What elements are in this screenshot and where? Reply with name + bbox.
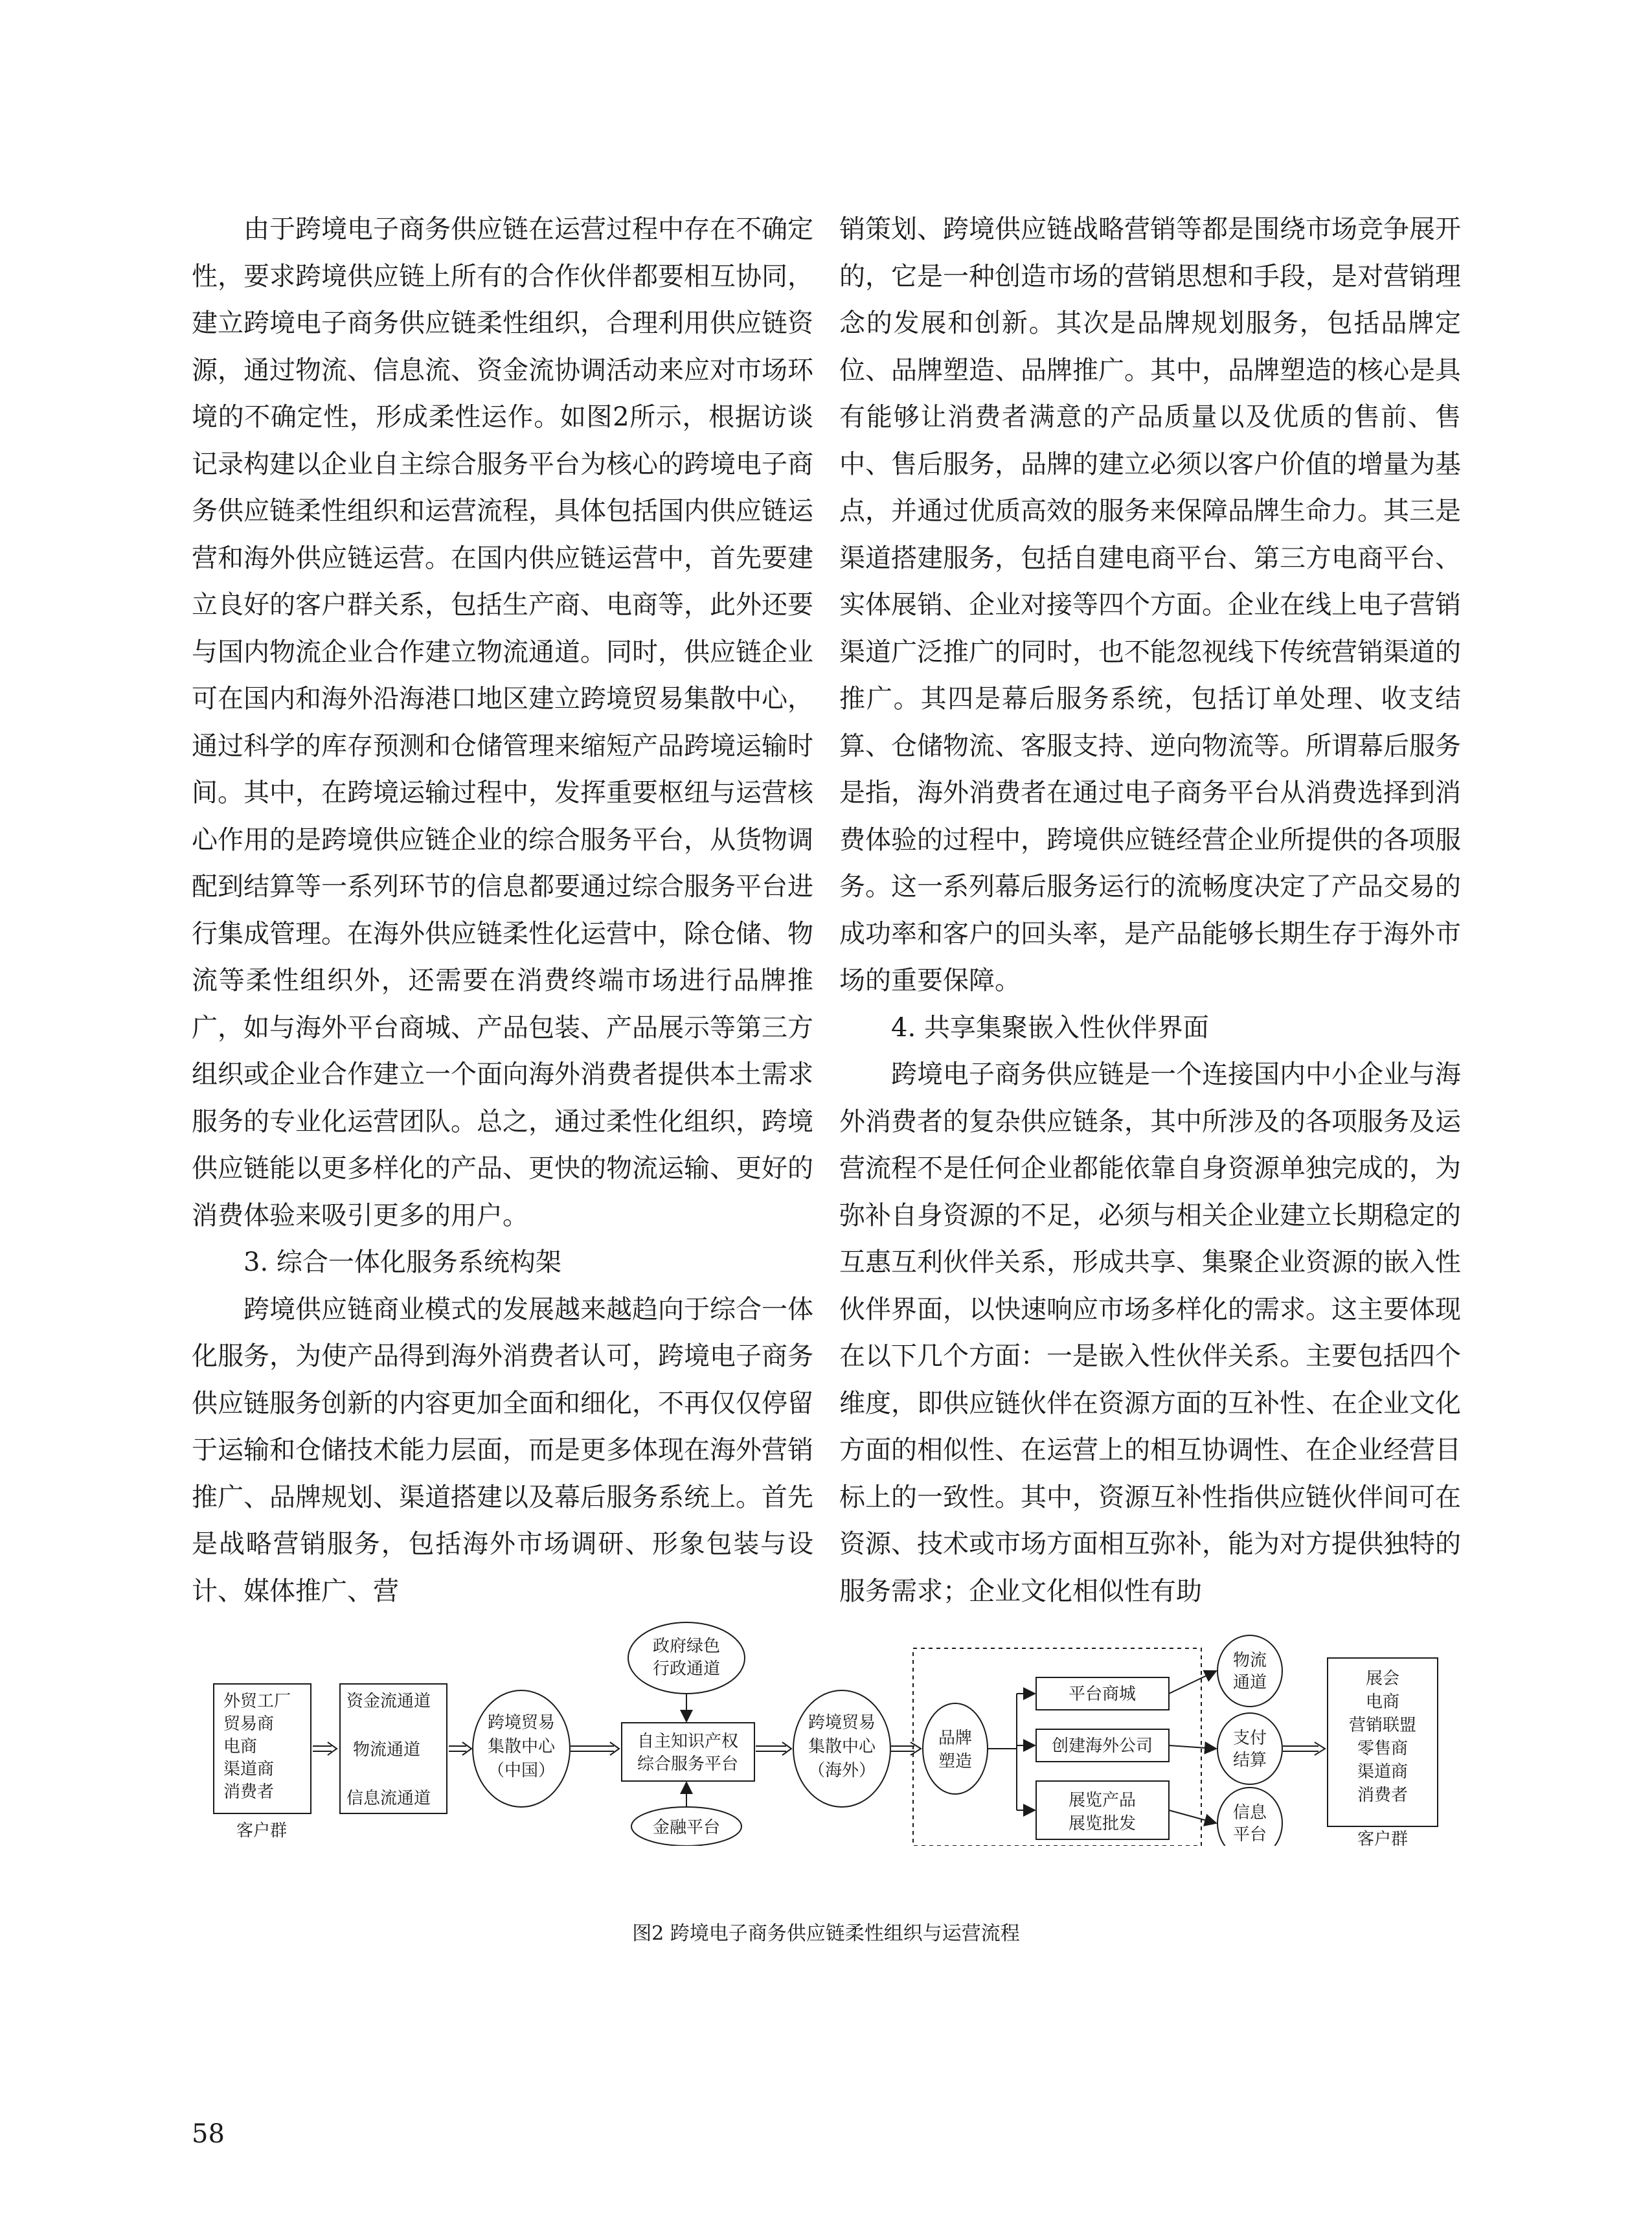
- expo-text: 展览产品: [1068, 1791, 1137, 1810]
- supply-chain-flow-diagram: [194, 1619, 1457, 1846]
- channel-item: 资金流通道: [346, 1692, 431, 1711]
- hub-overseas-text: 跨境贸易: [808, 1713, 876, 1732]
- gov-text: 行政通道: [652, 1659, 721, 1679]
- right-customer-label: 客户群: [1357, 1830, 1409, 1846]
- hub-overseas-text: 集散中心: [808, 1737, 876, 1756]
- logistics-node: [1217, 1635, 1282, 1707]
- gov-channel-node: [628, 1622, 745, 1694]
- right-customer-item: 电商: [1365, 1692, 1400, 1712]
- mall-text: 平台商城: [1068, 1685, 1137, 1704]
- info-text: 信息: [1232, 1803, 1267, 1823]
- right-customer-item: 展会: [1365, 1669, 1400, 1688]
- paragraph: 销策划、跨境供应链战略营销等都是围绕市场竞争展开的，它是一种创造市场的营销思想和手段，是对营销理念的发展和创新。其次是品牌规划服务，包括品牌定位、品牌塑造、品牌推广。其中，品牌塑造的核心是具有能够让消费者满意的产品质量以及优质的售前、售中、售后服务，品牌的建立必须以客户价值的增量为基点，并通过优质高效的服务来保障品牌生命力。其三是渠道搭建服务，包括自建电商平台、第三方电商平台、实体展销、企业对接等四个方面。企业在线上电子营销渠道广泛推广的同时，也不能忽视线下传统营销渠道的推广。其四是幕后服务系统，包括订单处理、收支结算、仓储物流、客服支持、逆向物流等。所谓幕后服务是指，海外消费者在通过电子商务平台从消费选择到消费体验的过程中，跨境供应链经营企业所提供的各项服务。这一系列幕后服务运行的流畅度决定了产品交易的成功率和客户的回头率，是产品能够长期生存于海外市场的重要保障。: [839, 214, 1461, 995]
- expo-text: 展览批发: [1068, 1814, 1137, 1834]
- payment-text: 结算: [1232, 1751, 1267, 1770]
- right-customer-item: 消费者: [1357, 1786, 1409, 1805]
- figure-caption: 图2 跨境电子商务供应链柔性组织与运营流程: [632, 1922, 1020, 1945]
- gov-text: 政府绿色: [652, 1637, 721, 1656]
- paragraph: 由于跨境电子商务供应链在运营过程中存在不确定性，要求跨境供应链上所有的合作伙伴都要相互协同，建立跨境电子商务供应链柔性组织，合理利用供应链资源，通过物流、信息流、资金流协调活动来应对市场环境的不确定性，形成柔性运作。如图2所示，根据访谈记录构建以企业自主综合服务平台为核心的跨境电子商务供应链柔性组织和运营流程，具体包括国内供应链运营和海外供应链运营。在国内供应链运营中，首先要建立良好的客户群关系，包括生产商、电商等，此外还要与国内物流企业合作建立物流通道。同时，供应链企业可在国内和海外沿海港口地区建立跨境贸易集散中心，通过科学的库存预测和仓储管理来缩短产品跨境运输时间。其中，在跨境运输过程中，发挥重要枢纽与运营核心作用的是跨境供应链企业的综合服务平台，从货物调配到结算等一系列环节的信息都要通过综合服务平台进行集成管理。在海外供应链柔性化运营中，除仓储、物流等柔性组织外，还需要在消费终端市场进行品牌推广，如与海外平台商城、产品包装、产品展示等第三方组织或企业合作建立一个面向海外消费者提供本土需求服务的专业化运营团队。总之，通过柔性化组织，跨境供应链能以更多样化的产品、更快的物流运输、更好的消费体验来吸引更多的用户。: [192, 214, 813, 1231]
- paragraph: 跨境供应链商业模式的发展越来越趋向于综合一体化服务，为使产品得到海外消费者认可，跨境电子商务供应链服务创新的内容更加全面和细化，不再仅仅停留于运输和仓储技术能力层面，而是更多体现在海外营销推广、品牌规划、渠道搭建以及幕后服务系统上。首先是战略营销服务，包括海外市场调研、形象包装与设计、媒体推广、营: [192, 1294, 813, 1606]
- platform-text: 自主知识产权: [637, 1732, 739, 1751]
- company-text: 创建海外公司: [1051, 1736, 1153, 1756]
- hub-china-text: 集散中心: [487, 1737, 556, 1756]
- right-customer-item: 营销联盟: [1348, 1716, 1417, 1735]
- left-customer-item: 电商: [223, 1737, 258, 1756]
- left-customer-item: 渠道商: [223, 1760, 275, 1779]
- brand-text: 塑造: [938, 1752, 973, 1771]
- section-heading: 3. 综合一体化服务系统构架: [243, 1247, 561, 1277]
- channel-item: 物流通道: [353, 1740, 421, 1760]
- left-text-column: [192, 206, 813, 1615]
- brand-node: [923, 1703, 988, 1794]
- hub-china-text: （中国）: [487, 1761, 556, 1780]
- section-heading: 4. 共享集聚嵌入性伙伴界面: [891, 1012, 1209, 1043]
- channel-item: 信息流通道: [346, 1789, 431, 1808]
- finance-text: 金融平台: [652, 1818, 721, 1837]
- info-text: 平台: [1232, 1825, 1267, 1845]
- payment-node: [1217, 1713, 1282, 1784]
- left-customer-label: 客户群: [236, 1821, 288, 1841]
- paragraph: 跨境电子商务供应链是一个连接国内中小企业与海外消费者的复杂供应链条，其中所涉及的各项服务及运营流程不是任何企业都能依靠自身资源单独完成的，为弥补自身资源的不足，必须与相关企业建立长期稳定的互惠互利伙伴关系，形成共享、集聚企业资源的嵌入性伙伴界面，以快速响应市场多样化的需求。这主要体现在以下几个方面：一是嵌入性伙伴关系。主要包括四个维度，即供应链伙伴在资源方面的互补性、在企业文化方面的相似性、在运营上的相互协调性、在企业经营目标上的一致性。其中，资源互补性指供应链伙伴间可在资源、技术或市场方面相互弥补，能为对方提供独特的服务需求；企业文化相似性有助: [839, 1060, 1461, 1606]
- page-number: 58: [192, 2119, 225, 2149]
- platform-text: 综合服务平台: [637, 1755, 739, 1774]
- brand-text: 品牌: [938, 1729, 973, 1748]
- right-customer-item: 渠道商: [1357, 1762, 1409, 1782]
- right-customer-item: 零售商: [1357, 1739, 1409, 1758]
- logistics-text: 通道: [1232, 1673, 1267, 1692]
- left-customer-item: 消费者: [223, 1782, 275, 1802]
- logistics-text: 物流: [1232, 1651, 1267, 1670]
- right-text-column: [839, 206, 1461, 1615]
- hub-china-text: 跨境贸易: [487, 1713, 556, 1732]
- payment-text: 支付: [1232, 1729, 1267, 1748]
- left-customer-item: 外贸工厂: [223, 1692, 291, 1711]
- hub-overseas-text: （海外）: [808, 1761, 876, 1780]
- left-customer-item: 贸易商: [223, 1714, 275, 1734]
